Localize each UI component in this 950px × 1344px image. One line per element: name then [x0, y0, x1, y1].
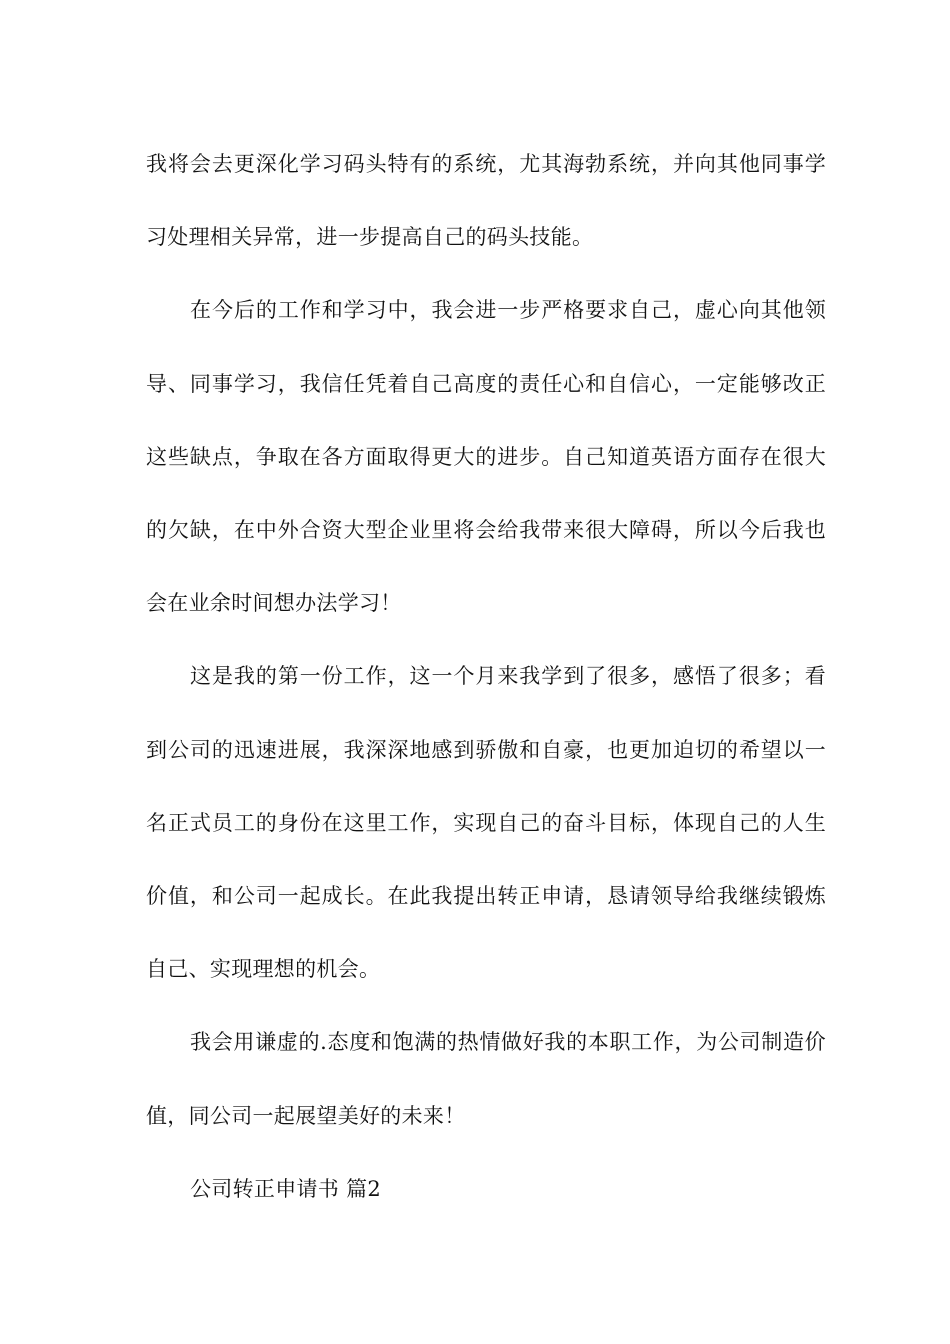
- paragraph-2: 在今后的工作和学习中，我会进一步严格要求自己，虚心向其他领导、同事学习，我信任凭着自己高度的责任心和自信心，一定能够改正这些缺点，争取在各方面取得更大的进步。自己知道英语方面存在很大的欠缺，在中外合资大型企业里将会给我带来很大障碍，所以今后我也会在业余时间想办法学习！: [146, 298, 826, 616]
- paragraph-3: 这是我的第一份工作，这一个月来我学到了很多，感悟了很多；看到公司的迅速进展，我深深地感到骄傲和自豪，也更加迫切的希望以一名正式员工的身份在这里工作，实现自己的奋斗目标，体现自己的人生价值，和公司一起成长。在此我提出转正申请，恳请领导给我继续锻炼自己、实现理想的机会。: [146, 664, 826, 982]
- section-heading: 公司转正申请书 篇2: [190, 1176, 382, 1201]
- paragraph-1: 我将会去更深化学习码头特有的系统，尤其海勃系统，并向其他同事学习处理相关异常，进一步提高自己的码头技能。: [146, 152, 826, 250]
- document-body: [146, 128, 826, 1226]
- paragraph-4: 我会用谦虚的.态度和饱满的热情做好我的本职工作，为公司制造价值，同公司一起展望美好的未来！: [146, 1030, 826, 1128]
